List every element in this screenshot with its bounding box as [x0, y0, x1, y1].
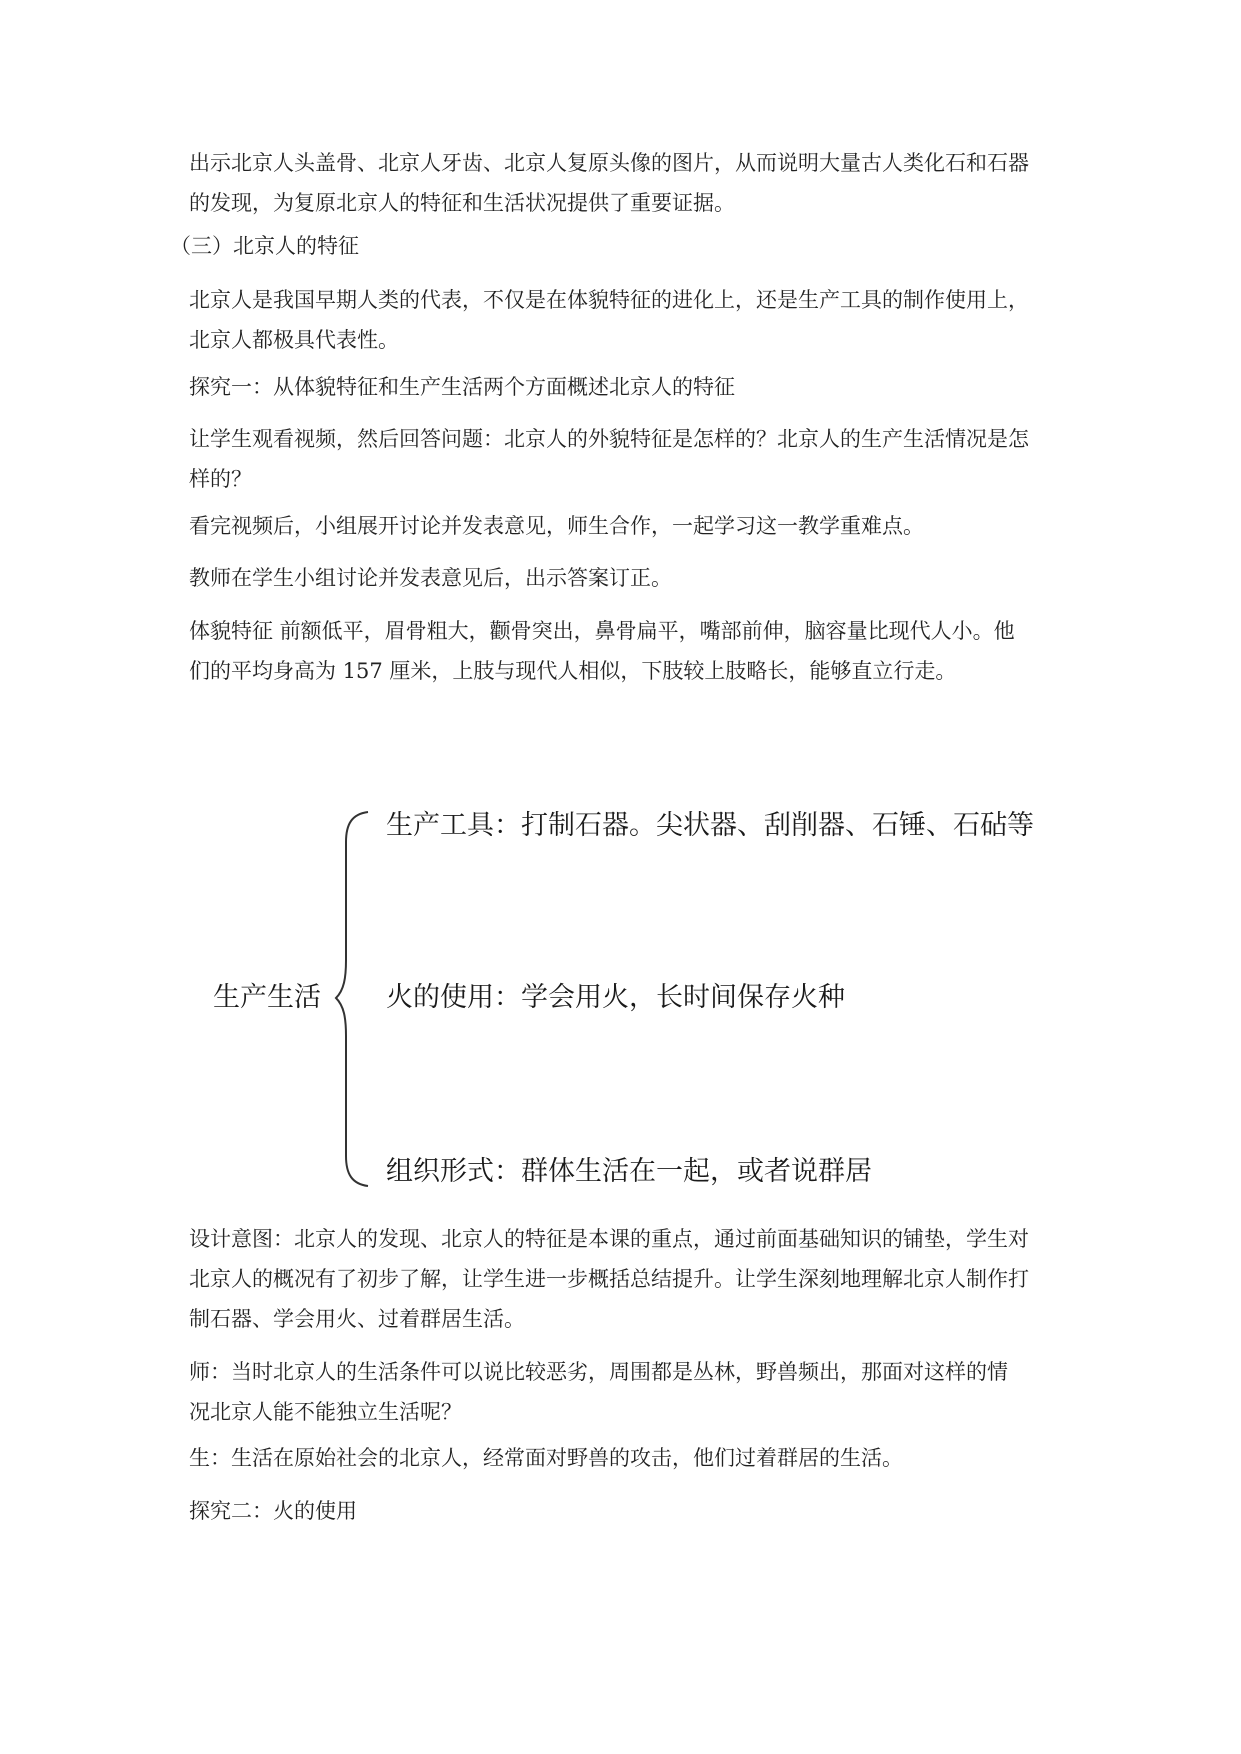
text-line: 探究一：从体貌特征和生产生活两个方面概述北京人的特征 — [189, 375, 735, 399]
text-line: 北京人都极具代表性。 — [189, 328, 399, 352]
text-line: 制石器、学会用火、过着群居生活。 — [189, 1307, 525, 1331]
paragraph-video-question — [189, 419, 1069, 499]
paragraph-representative — [189, 280, 1069, 360]
text-line: 们的平均身高为 157 厘米，上肢与现代人相似，下肢较上肢略长，能够直立行走。 — [189, 659, 957, 683]
text-line: 的发现，为复原北京人的特征和生活状况提供了重要证据。 — [189, 191, 735, 215]
paragraph-physical-features — [189, 611, 1069, 691]
text-line: 样的？ — [189, 467, 252, 491]
brace-line — [336, 812, 368, 1186]
section-heading — [170, 226, 1050, 266]
diagram-root-label: 生产生活 — [213, 982, 321, 1013]
text-line: 体貌特征 前额低平，眉骨粗大，颧骨突出，鼻骨扁平，嘴部前伸，脑容量比现代人小。他 — [189, 619, 1015, 643]
paragraph-teacher-question — [189, 1352, 1069, 1432]
text-line: 探究二：火的使用 — [189, 1499, 357, 1523]
text-line: 出示北京人头盖骨、北京人牙齿、北京人复原头像的图片，从而说明大量古人类化石和石器 — [189, 151, 1029, 175]
text-line: 北京人的概况有了初步了解，让学生进一步概括总结提升。让学生深刻地理解北京人制作打 — [189, 1267, 1029, 1291]
text-line: 让学生观看视频，然后回答问题：北京人的外貌特征是怎样的？北京人的生产生活情况是怎 — [189, 427, 1029, 451]
paragraph-teacher-answer — [189, 558, 1069, 598]
text-line: 师：当时北京人的生活条件可以说比较恶劣，周围都是丛林，野兽频出，那面对这样的情 — [189, 1360, 1008, 1384]
paragraph-inquiry-one — [189, 367, 1069, 407]
text-line: 设计意图：北京人的发现、北京人的特征是本课的重点，通过前面基础知识的铺垫，学生对 — [189, 1227, 1029, 1251]
text-line: 看完视频后，小组展开讨论并发表意见，师生合作，一起学习这一教学重难点。 — [189, 514, 924, 538]
paragraph-fossil-evidence — [189, 143, 1069, 223]
text-line: 北京人是我国早期人类的代表，不仅是在体貌特征的进化上，还是生产工具的制作使用上， — [189, 288, 1029, 312]
diagram-branch-tools: 生产工具：打制石器。尖状器、刮削器、石锤、石砧等 — [386, 810, 1034, 841]
text-line: 况北京人能不能独立生活呢？ — [189, 1400, 462, 1424]
paragraph-design-intent — [189, 1219, 1069, 1339]
paragraph-inquiry-two — [189, 1491, 1069, 1531]
paragraph-discussion — [189, 506, 1069, 546]
text-line: （三）北京人的特征 — [170, 234, 359, 258]
text-line: 教师在学生小组讨论并发表意见后，出示答案订正。 — [189, 566, 672, 590]
text-line: 生：生活在原始社会的北京人，经常面对野兽的攻击，他们过着群居的生活。 — [189, 1446, 903, 1470]
diagram-branch-fire: 火的使用：学会用火，长时间保存火种 — [386, 982, 845, 1013]
paragraph-student-answer — [189, 1438, 1069, 1478]
diagram-branch-organization: 组织形式：群体生活在一起，或者说群居 — [386, 1156, 872, 1187]
